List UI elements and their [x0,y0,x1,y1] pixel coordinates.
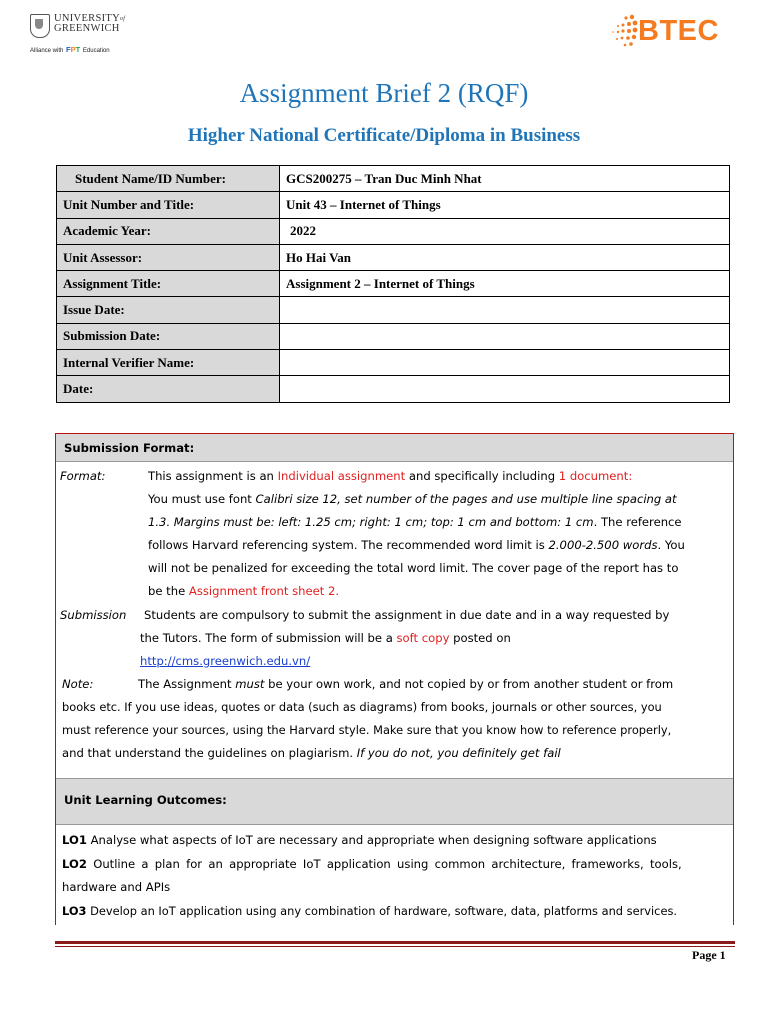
footer-divider-thin [55,946,735,947]
page-title: Assignment Brief 2 (RQF) [239,78,529,108]
lo2-item-cont: hardware and APIs [62,880,171,894]
unit-assessor-value: Ho Hai Van [280,244,730,270]
footer-divider [55,941,735,944]
date-label: Date: [57,376,280,402]
page-subtitle: Higher National Certificate/Diploma in Business [187,125,581,146]
format-line-2: You must use font Calibri size 12, set number of the pages and use multiple line spacing at [148,492,677,506]
btec-dots-icon [610,14,638,48]
submission-box [55,433,734,925]
note-line-3: must reference your sources, using the Harvard style. Make sure that you know how to reference properly, [62,723,672,737]
assignment-title-label: Assignment Title: [57,271,280,297]
student-name-value: GCS200275 – Tran Duc Minh Nhat [280,166,730,192]
submission-date-value[interactable] [280,323,730,349]
format-line-1: This assignment is an Individual assignment and specifically including 1 document: [148,469,633,483]
academic-year-label: Academic Year: [57,218,280,244]
learning-outcomes-heading: Unit Learning Outcomes: [56,778,733,825]
table-row [57,350,730,376]
university-name: $UNIVERSITY^{of}$ GREENWICH [54,13,126,34]
btec-logo [608,12,748,52]
lo2-item: LO2 Outline a plan for an appropriate IoT application using common architecture, frameworks, tools, [62,856,682,871]
internal-verifier-label: Internal Verifier Name: [57,350,280,376]
submission-date-label: Submission Date: [57,323,280,349]
table-row [57,271,730,297]
format-line-5: will not be penalized for exceeding the total word limit. The cover page of the report has to [148,561,679,575]
unit-number-value: Unit 43 – Internet of Things [280,192,730,218]
page-number: Page 1 [692,948,726,962]
lo1-item: LO1 Analyse what aspects of IoT are necessary and appropriate when designing software applications [62,833,657,847]
note-line-1: The Assignment must be your own work, and not copied by or from another student or from [138,677,674,691]
table-row [57,166,730,192]
format-line-3: 1.3. Margins must be: left: 1.25 cm; right: 1 cm; top: 1 cm and bottom: 1 cm. The reference [148,515,682,529]
table-row [57,297,730,323]
lo3-item: LO3 Develop an IoT application using any combination of hardware, software, data, platforms and services. [62,903,678,918]
issue-date-label: Issue Date: [57,297,280,323]
table-row [57,376,730,402]
cms-link[interactable]: http://cms.greenwich.edu.vn/ [140,654,311,668]
assignment-title-value: Assignment 2 – Internet of Things [280,271,730,297]
crest-icon [30,14,50,38]
fpt-logo: FPT [66,45,81,54]
note-line-4: and that understand the guidelines on plagiarism. If you do not, you definitely get fail [62,746,561,760]
issue-date-value[interactable] [280,297,730,323]
btec-wordmark: BTEC [638,15,719,47]
student-name-label: Student Name/ID Number: [57,166,280,192]
note-line-2: books etc. If you use ideas, quotes or data (such as diagrams) from books, journals or other sources, you [62,700,662,714]
submission-format-heading: Submission Format: [56,434,733,462]
format-line-6: be the Assignment front sheet 2. [148,584,340,598]
table-row [57,244,730,270]
date-value[interactable] [280,376,730,402]
table-row [57,192,730,218]
submission-line-2: the Tutors. The form of submission will be a soft copy posted on [140,631,511,645]
format-line-4: follows Harvard referencing system. The recommended word limit is 2.000-2.500 words. You [148,538,685,552]
submission-line-1: Students are compulsory to submit the assignment in due date and in a way requested by [144,608,670,622]
note-label: Note: [62,677,94,691]
alliance-text: Alliance with FPT Education [30,45,110,54]
submission-label: Submission [60,608,127,622]
internal-verifier-value[interactable] [280,350,730,376]
university-logo [30,12,160,62]
academic-year-value: 2022 [280,218,730,244]
format-label: Format: [60,469,106,483]
table-row [57,218,730,244]
unit-assessor-label: Unit Assessor: [57,244,280,270]
table-row [57,323,730,349]
assignment-info-table [56,165,730,403]
unit-number-label: Unit Number and Title: [57,192,280,218]
